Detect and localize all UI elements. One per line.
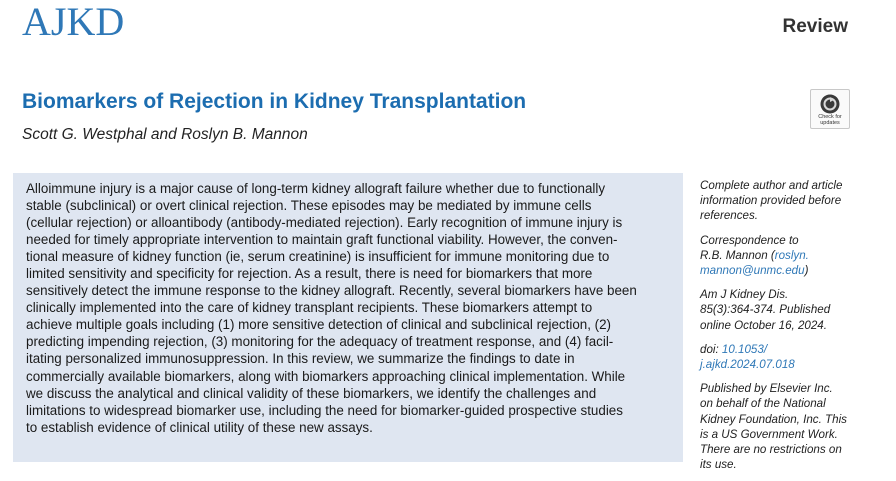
doi-link-cont[interactable]: j.ajkd.2024.07.018 (700, 358, 795, 372)
abstract-line: limitations to widespread biomarker use, including the need for biomarker-guided prospective studies (26, 402, 623, 418)
abstract-text (26, 180, 681, 436)
check-for-updates-button[interactable] (810, 89, 850, 129)
abstract-line: needed for timely appropriate intervention to maintain graft functional viability. However, the conven- (26, 232, 618, 248)
correspondence-note: Correspondence to R.B. Mannon (roslyn. mannon@unmc.edu) (700, 233, 809, 278)
article-info-sidebar (700, 178, 890, 481)
abstract-line: stable (subclinical) or overt clinical rejection. These episodes may be mediated by immune cells (26, 198, 592, 214)
abstract-line: to establish evidence of clinical utility of these new assays. (26, 419, 373, 435)
doi-note: doi: 10.1053/ j.ajkd.2024.07.018 (700, 342, 890, 372)
abstract-line: commercially available biomarkers, along with biomarkers approaching clinical implementation. While (26, 368, 626, 384)
journal-logo[interactable]: AJKD (22, 0, 125, 44)
email-link[interactable]: roslyn. (774, 248, 809, 262)
citation-note: Am J Kidney Dis. 85(3):364-374. Published online October 16, 2024. (700, 288, 831, 332)
check-updates-icon (818, 93, 842, 115)
abstract-line: sensitively detect the immune response to the kidney allograft. Recently, several biomarkers have been (26, 283, 637, 299)
abstract-line: tional measure of kidney function (ie, serum creatinine) is insufficient for immune monitoring due to (26, 249, 610, 265)
check-updates-label-2: updates (820, 120, 840, 126)
author-info-note: Complete author and article information provided before references. (700, 179, 843, 223)
abstract-line: we discuss the analytical and clinical validity of these biomarkers, we identify the challenges and (26, 385, 597, 401)
email-link-cont[interactable]: mannon@unmc.edu (700, 264, 805, 278)
authors: Scott G. Westphal and Roslyn B. Mannon (22, 126, 308, 143)
doi-link[interactable]: 10.1053/ (721, 342, 768, 356)
abstract-line: clinically implemented into the care of kidney transplant recipients. These biomarkers attempt to (26, 300, 593, 316)
publisher-note: Published by Elsevier Inc. on behalf of the National Kidney Foundation, Inc. This is a US Government Work. There are no restrictions on its use. (700, 382, 847, 472)
article-title: Biomarkers of Rejection in Kidney Transplantation (22, 90, 527, 113)
abstract-line: achieve multiple goals including (1) more sensitive detection of clinical and subclinical rejection, (2) (26, 317, 612, 333)
check-updates-label-1: Check for (818, 114, 842, 120)
abstract-line: Alloimmune injury is a major cause of long-term kidney allograft failure whether due to functionally (26, 181, 606, 196)
abstract-line: itating personalized immunosuppression. In this review, we summarize the findings to date in (26, 351, 575, 367)
section-label: Review (782, 16, 848, 37)
abstract-line: (cellular rejection) or alloantibody (antibody-mediated rejection). Early recognition of immune injury is (26, 215, 623, 231)
abstract-line: predicting impending rejection, (3) monitoring for the adequacy of treatment response, and (4) facil- (26, 334, 614, 350)
abstract-line: limited sensitivity and specificity for rejection. As a result, there is need for biomarkers that more (26, 266, 593, 282)
